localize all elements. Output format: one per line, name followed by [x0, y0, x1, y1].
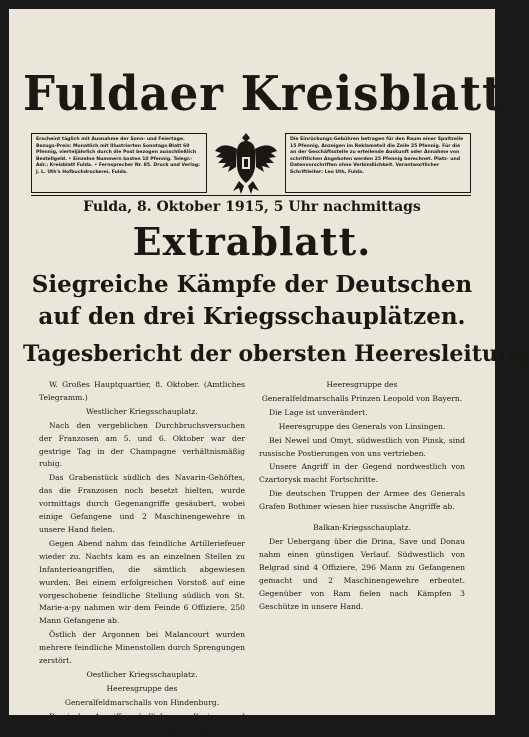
extrablatt-title: Extrablatt.	[132, 219, 372, 264]
army-group-heading: Heeresgruppe des	[106, 683, 178, 693]
paragraph: Die Lage ist unverändert.	[269, 407, 368, 417]
header-rule	[31, 195, 471, 196]
section-heading-west: Westlicher Kriegsschauplatz.	[86, 406, 198, 416]
paragraph: Unsere Angriff in der Gegend nordwestlich von Czartorysk macht Fortschritte.	[259, 462, 465, 485]
headline-line-3: Tagesbericht der obersten Heeresleitung	[23, 341, 529, 367]
report-intro: W. Großes Hauptquartier, 8. Oktober. (Amtliches Telegramm.)	[39, 380, 245, 402]
paragraph: Der Uebergang über die Drina, Save und Donau nahm einen günstigen Verlauf. Südwestlich von Belgrad sind 4 Offiziere, 296 Mann zu Gefangenen gemacht und 2 Maschinengewehre erbeutet. Gegenüber von Ram fielen nach Kämpfen 3 Geschütze in unsere Hand.	[259, 536, 465, 611]
paragraph: Das Grabenstück südlich des Navarin-Gehöftes, das die Franzosen noch besetzt hielten, wurde vormittags durch Gegenangriffe gesäubert, wobei einige Gefangene und 2 Maschinengewehre in unsere Hand fielen.	[39, 473, 245, 534]
left-column	[39, 379, 245, 737]
right-column	[259, 379, 465, 614]
newspaper-page	[9, 9, 529, 734]
army-group-commander: Generalfeldmarschalls von Hindenburg.	[64, 697, 220, 707]
masthead-title: Fuldaer Kreisblatt	[23, 65, 504, 122]
army-group-heading: Heeresgruppe des Generals von Linsingen.	[278, 421, 446, 431]
army-group-heading: Heeresgruppe des	[326, 380, 398, 389]
section-heading-balkan: Balkan-Kriegsschauplatz.	[313, 523, 411, 533]
paragraph: Nach den vergeblichen Durchbruchsversuchen der Franzosen am 5. und 6. Oktober war der gestrige Tag in der Champagne verhältnismäßig ruhig.	[39, 420, 245, 469]
paragraph: Bei Newel und Omyt, südwestlich von Pinsk, sind russische Postierungen von uns vertrieben.	[259, 435, 465, 458]
section-heading-east: Oestlicher Kriegsschauplatz.	[86, 669, 198, 679]
imperial-eagle-icon	[213, 129, 279, 197]
headline-line-1: Siegreiche Kämpfe der Deutschen	[31, 271, 473, 298]
army-group-commander: Generalfeldmarschalls Prinzen Leopold von Bayern.	[261, 393, 463, 403]
advertising-info-box: Die Einrückungs-Gebühren betragen für den Raum einer Spaltzeile 15 Pfennig, Anzeigen im Reklameteil die Zeile 25 Pfennig. Für die an der Geschäftsstelle zu erteilende Auskunft oder Annahme von schriftlichen Angeboten werden 25 Pfennig berechnet. Platz- und Datenvorschriften ohne Verbindlichkeit. Verantwortlicher Schriftleiter: Leo Uth, Fulda.	[285, 133, 471, 193]
dateline: Fulda, 8. Oktober 1915, 5 Uhr nachmittags	[83, 199, 421, 215]
subscription-info-box: Erscheint täglich mit Ausnahme der Sonn- und Feiertage. Bezugs-Preis: Monatlich mit Illustrierten Sonntags-Blatt 60 Pfennig, vierteljährlich durch die Post bezogen ausschließlich Bestellgeld. • Einzelne Nummern kosten 10 Pfennig. Telegr.-Adr.: Kreisblatt Fulda. • Fernsprecher Nr. 85. Druck und Verlag: J. L. Uth's Hofbuchdruckerei, Fulda.	[31, 133, 207, 193]
paragraph: Russische Angriffe nördlich von Kosjany und südlich des Wiszniew-Sees sind abgeschlagen.	[39, 711, 245, 734]
paragraph: Gegen Abend nahm das feindliche Artilleriefeuer wieder zu. Nachts kam es an einzelnen Stellen zu Infanterieangriffen, die sämtlich abgewiesen wurden. Bei einem erfolgreichen Vorstoß auf eine vorgeschobene feindliche Stellung südlich von St. Marie-a-py nahmen wir dem Feinde 6 Offiziere, 250 Mann Gefangene ab.	[39, 538, 245, 626]
headline-line-2: auf den drei Kriegsschauplätzen.	[38, 303, 466, 330]
paragraph: Östlich der Argonnen bei Malancourt wurden mehrere feindliche Minenstollen durch Sprengungen zerstört.	[39, 630, 245, 666]
paragraph: Die deutschen Truppen der Armee des Generals Grafen Bothmer wiesen hier russische Angriffe ab.	[259, 489, 465, 512]
